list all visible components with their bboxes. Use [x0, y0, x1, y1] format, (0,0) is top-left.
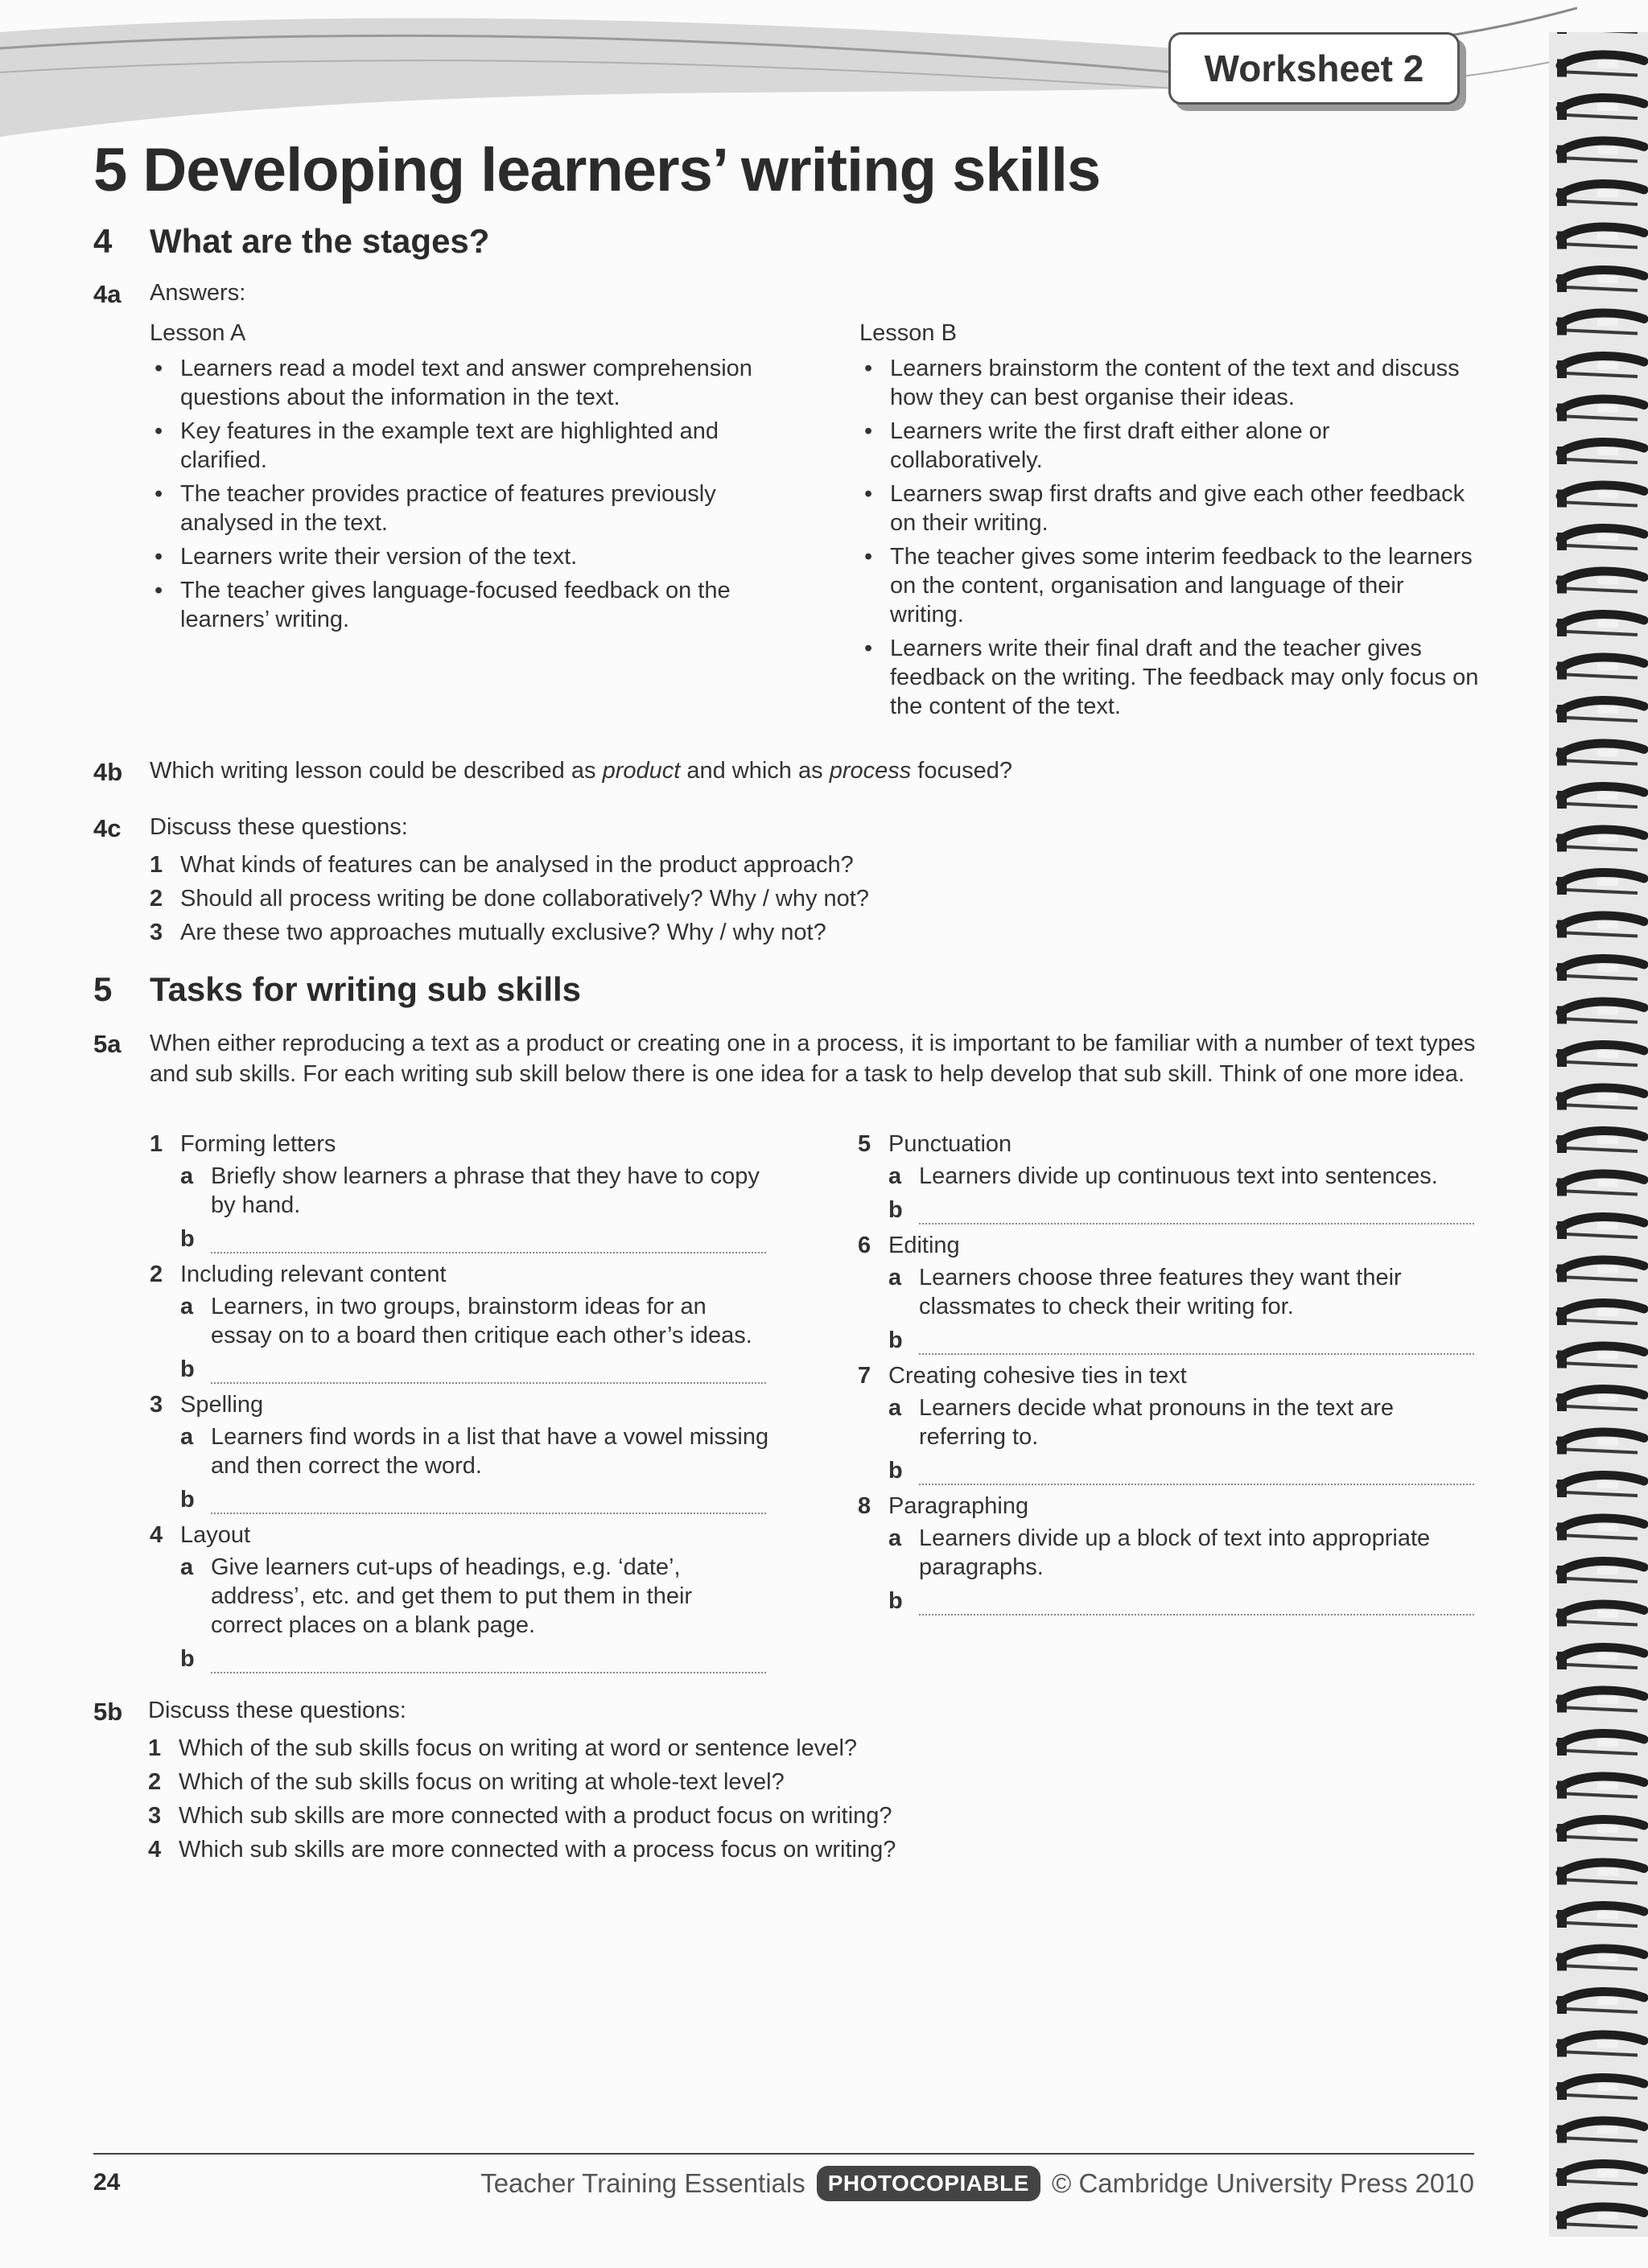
list-item: 2 Which of the sub skills focus on writing at whole-text level? [148, 1769, 785, 1795]
skill-item: 7 Creating cohesive ties in text a Learners decide what pronouns in the text are referring to. b [858, 1361, 1477, 1485]
answer-dotted-line[interactable] [919, 1204, 1474, 1225]
skill-item: 3 Spelling a Learners find words in a list that have a vowel missing and then correct the word. b [150, 1392, 769, 1513]
skill-item: 4 Layout a Give learners cut-ups of headings, e.g. ‘date’, address’, etc. and get them to put them in their correct places on a blank page. b [150, 1521, 769, 1673]
lesson-a-list [150, 354, 761, 634]
skill-item: 2 Including relevant content a Learners, in two groups, brainstorm ideas for an essay on to a board then critique each other’s ideas. b [150, 1260, 769, 1384]
answer-dotted-line[interactable] [211, 1363, 766, 1384]
q4b-question: Which writing lesson could be described as product and which as process focused? [150, 758, 1012, 784]
list-item: • Learners brainstorm the content of the text and discuss how they can best organise their ideas. [859, 354, 1479, 412]
q4a-intro: Answers: [150, 280, 246, 306]
answer-line[interactable]: b [180, 1225, 769, 1253]
lesson-a-title: Lesson A [150, 320, 246, 346]
q5b-questions [148, 1731, 1114, 1867]
footer-divider [93, 2153, 1474, 2155]
q4a-label: 4a [93, 280, 122, 308]
list-item: 3 Are these two approaches mutually exclusive? Why / why not? [150, 920, 826, 945]
answer-line[interactable]: b [888, 1456, 1477, 1485]
q5a-label: 5a [93, 1030, 122, 1058]
list-item: • The teacher provides practice of features previously analysed in the text. [150, 480, 761, 537]
skill-item: 1 Forming letters a Briefly show learners a phrase that they have to copy by hand. b [150, 1130, 769, 1253]
q4c-label: 4c [93, 814, 122, 842]
answer-line[interactable]: b [888, 1196, 1477, 1225]
list-item: • Learners read a model text and answer comprehension questions about the information in the text. [150, 354, 761, 412]
lesson-b [859, 319, 1479, 726]
answer-line[interactable]: b [888, 1326, 1477, 1355]
q5a-intro: When either reproducing a text as a product or creating one in a process, it is important to be familiar with a number of text types and sub skills. For each writing sub skill below there is one idea for a task to help develop that sub skill. Think of one more idea. [150, 1031, 1476, 1087]
book-title: Teacher Training Essentials [480, 2168, 805, 2198]
worksheet-tab-label: Worksheet 2 [1204, 47, 1424, 89]
list-item: 3 Which sub skills are more connected with a product focus on writing? [148, 1803, 892, 1829]
answer-dotted-line[interactable] [211, 1653, 766, 1673]
answer-dotted-line[interactable] [211, 1233, 766, 1253]
list-item: • The teacher gives language-focused feedback on the learners’ writing. [150, 576, 761, 634]
skill-item: 5 Punctuation a Learners divide up continuous text into sentences. b [858, 1130, 1477, 1225]
list-item: • Learners swap first drafts and give each other feedback on their writing. [859, 480, 1479, 537]
answer-line[interactable]: b [888, 1587, 1477, 1616]
list-item: • The teacher gives some interim feedback to the learners on the content, organisation and language of their writing. [859, 542, 1479, 629]
list-item: 2 Should all process writing be done collaboratively? Why / why not? [150, 886, 869, 912]
answer-dotted-line[interactable] [919, 1334, 1474, 1355]
list-item: • Learners write their version of the text. [150, 542, 761, 571]
lesson-b-list [859, 354, 1479, 721]
spiral-binding-decoration [1549, 0, 1648, 2268]
skills-left-column [150, 1130, 769, 1678]
lesson-a [150, 319, 761, 639]
photocopiable-badge: PHOTOCOPIABLE [817, 2166, 1040, 2201]
list-item: 1 Which of the sub skills focus on writing at word or sentence level? [148, 1735, 858, 1761]
list-item: • Learners write their final draft and the teacher gives feedback on the writing. The feedback may only focus on the content of the text. [859, 634, 1479, 721]
q5b-label: 5b [93, 1698, 123, 1726]
answer-dotted-line[interactable] [919, 1464, 1474, 1485]
answer-line[interactable]: b [180, 1355, 769, 1384]
footer-credit [480, 2166, 1474, 2201]
worksheet-tab [1168, 32, 1460, 105]
page-title: 5 Developing learners’ writing skills [93, 136, 1101, 204]
list-item: • Learners write the first draft either alone or collaboratively. [859, 417, 1479, 475]
answer-dotted-line[interactable] [919, 1595, 1474, 1616]
skills-right-column [858, 1130, 1477, 1620]
copyright: © Cambridge University Press 2010 [1051, 2168, 1474, 2198]
lesson-b-title: Lesson B [859, 320, 957, 346]
answer-line[interactable]: b [180, 1485, 769, 1514]
skill-item: 8 Paragraphing a Learners divide up a block of text into appropriate paragraphs. b [858, 1492, 1477, 1616]
list-item: 1 What kinds of features can be analysed in the product approach? [150, 852, 854, 878]
q4c-questions [150, 848, 1035, 949]
list-item: 4 Which sub skills are more connected with a process focus on writing? [148, 1837, 896, 1863]
list-item: • Key features in the example text are highlighted and clarified. [150, 417, 761, 475]
q5b-intro: Discuss these questions: [148, 1698, 406, 1723]
answer-dotted-line[interactable] [211, 1493, 766, 1514]
worksheet-page: Worksheet 2 5 Developing learners’ writing skills 4 What are the stages? 4a Answers: Lesson A • Learners read a model text and answer comprehension questions about the information in the text. • Key features in the example text are highlighted and clarified. • The teacher provides practice of features previously analysed in the text. • Learners write their version of the text. • The teacher gives language-focused feedback on the learners’ writing. Lesson B • Learners brainstorm the content of the text and discuss how they can best organise their ideas. • Learners write the first draft either alone or collaboratively. • Learners swap first drafts and give each other feedback on their writing. • The teacher gives some interim feedback to the learners on the content, organisation and language of their writing. • Learners write their final draft and the teacher gives feedback on the writing. The feedback may only focus on the content of the text. 4b Which writing lesson could be described as product and which as process focused? 4c Discuss these questions: 1 What kinds of features can be analysed in the product approach? 2 Should all process writing be done collaboratively? Why / why not? 3 Are these two approaches mutually exclusive? Why / why not? 5 Tasks for writing sub skills 5a When either reproducing a text as a product or creating one in a process, it is important to be familiar with a number of text types and sub skills. For each writing sub skill below there is one idea for a task to help develop that sub skill. Think of one more idea. 1 Forming letters a Briefly show learners a phrase that they have to copy by hand. b 2 Including relevant content a Learners, in two groups, brainstorm ideas for an essay on to a board then critique each other’s ideas. b 3 Spelling a Learners find words in a list that have a vowel missing and then correct the word. b 4 Layout a Give learners cut-ups of headings, e.g. ‘date’, address’, etc. and get them to put them in their correct places on a blank page. b 5 Punctuation a Learners divide up continuous text into sentences. b 6 Editing a Learners choose three features they want their classmates to check their writing for. b 7 Creating cohesive ties in text a Learners decide what pronouns in the text are referring to. b 8 Paragraphing a Learners divide up a block of text into appropriate paragraphs. b 5b Discuss these questions: 1 Which of the sub skills focus on writing at word or sentence level? 2 Which of the sub skills focus on writing at whole-text level? 3 Which sub skills are more connected with a product focus on writing? 4 Which sub skills are more connected with a process focus on writing? 24 Teacher Training Essentials PHOTOCOPIABLE © Cambridge University Press 2010 [0, 0, 1648, 2268]
page-number: 24 [93, 2169, 121, 2196]
answer-line[interactable]: b [180, 1644, 769, 1673]
q4b-label: 4b [93, 758, 123, 786]
skill-item: 6 Editing a Learners choose three features they want their classmates to check their writing for. b [858, 1231, 1477, 1355]
q4c-intro: Discuss these questions: [150, 814, 408, 840]
